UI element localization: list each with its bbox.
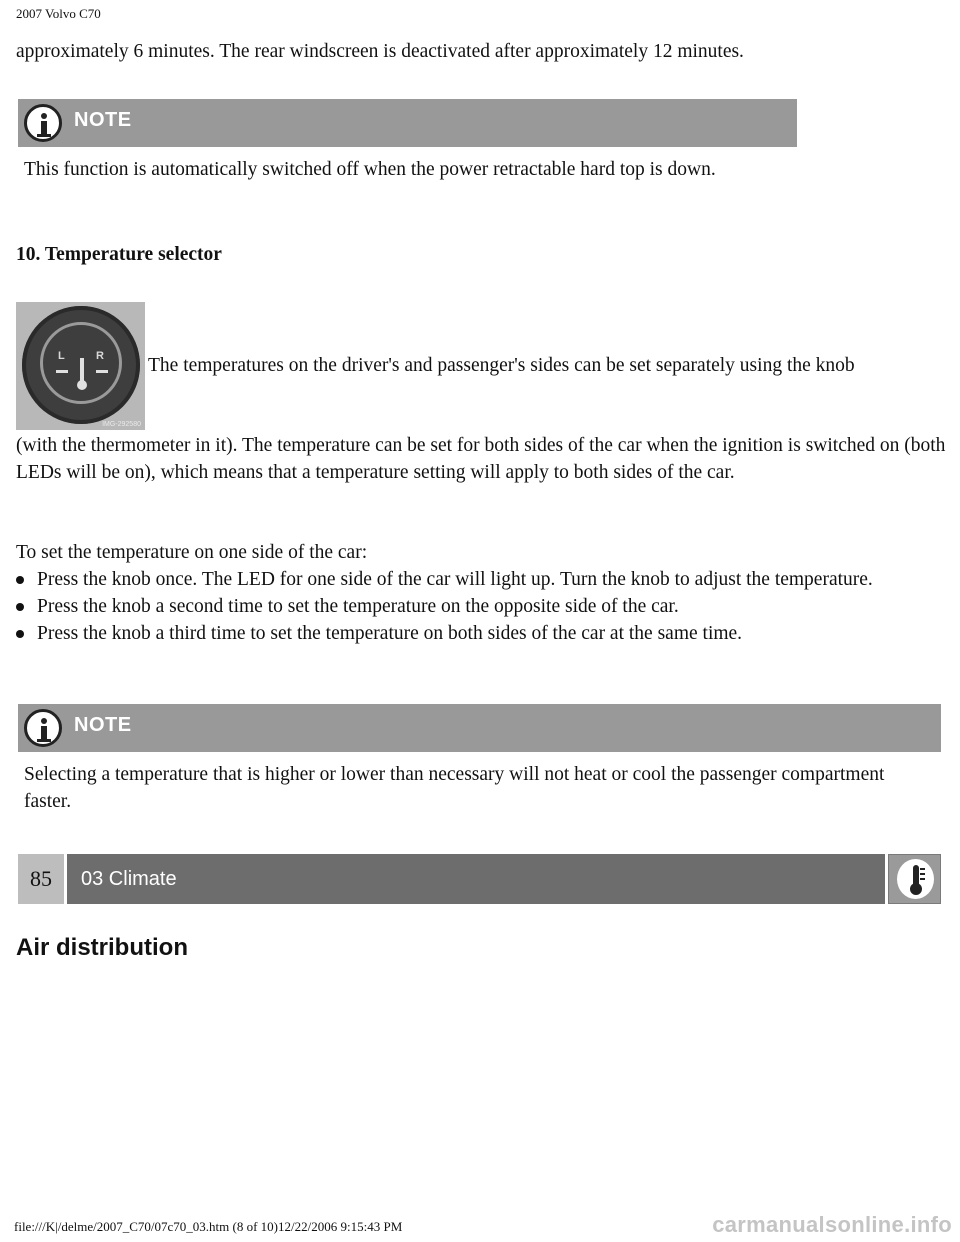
led-left-icon: [56, 370, 68, 373]
intro-paragraph: approximately 6 minutes. The rear windscreen is deactivated after approximately 12 minutes.: [16, 41, 744, 62]
info-icon: [24, 709, 62, 747]
temperature-selector-heading: 10. Temperature selector: [16, 244, 222, 265]
section-bar: [18, 854, 941, 904]
note-header-bar: [18, 99, 797, 147]
temperature-knob-image: [16, 302, 145, 430]
file-path-footer: file:///K|/delme/2007_C70/07c70_03.htm (8 of 10)12/22/2006 9:15:43 PM: [14, 1219, 403, 1234]
image-code: IMG-292580: [102, 421, 141, 428]
knob-caption: The temperatures on the driver's and passenger's sides can be set separately using the knob: [148, 355, 855, 376]
note-text: Selecting a temperature that is higher or lower than necessary will not heat or cool the passenger compartment faster.: [24, 764, 885, 812]
list-item: Press the knob a second time to set the temperature on the opposite side of the car.: [16, 593, 946, 620]
led-right-icon: [96, 370, 108, 373]
watermark: carmanualsonline.info: [712, 1212, 952, 1237]
page-number: 85: [18, 854, 64, 904]
info-icon: [24, 104, 62, 142]
note-text: This function is automatically switched off when the power retractable hard top is down.: [24, 159, 716, 180]
knob-label-right: R: [96, 350, 104, 362]
list-item: Press the knob a third time to set the temperature on both sides of the car at the same time.: [16, 620, 946, 647]
knob-dial-icon: [22, 306, 140, 424]
document-title: 2007 Volvo C70: [16, 6, 101, 21]
set-temperature-intro: To set the temperature on one side of the car:: [16, 542, 368, 563]
note-label: NOTE: [74, 714, 132, 736]
note-label: NOTE: [74, 109, 132, 131]
instruction-list: [16, 566, 946, 647]
knob-label-left: L: [58, 350, 65, 362]
section-title: 03 Climate: [67, 854, 885, 904]
thermometer-icon: [888, 854, 941, 904]
list-item: Press the knob once. The LED for one side of the car will light up. Turn the knob to adjust the temperature.: [16, 566, 946, 593]
air-distribution-heading: Air distribution: [16, 934, 188, 961]
thermometer-icon: [80, 358, 84, 382]
temperature-paragraph: (with the thermometer in it). The temperature can be set for both sides of the car when the ignition is switched on (both LEDs will be on), which means that a temperature setting will apply to both sides of the car.: [16, 435, 946, 483]
note-header-bar: [18, 704, 941, 752]
